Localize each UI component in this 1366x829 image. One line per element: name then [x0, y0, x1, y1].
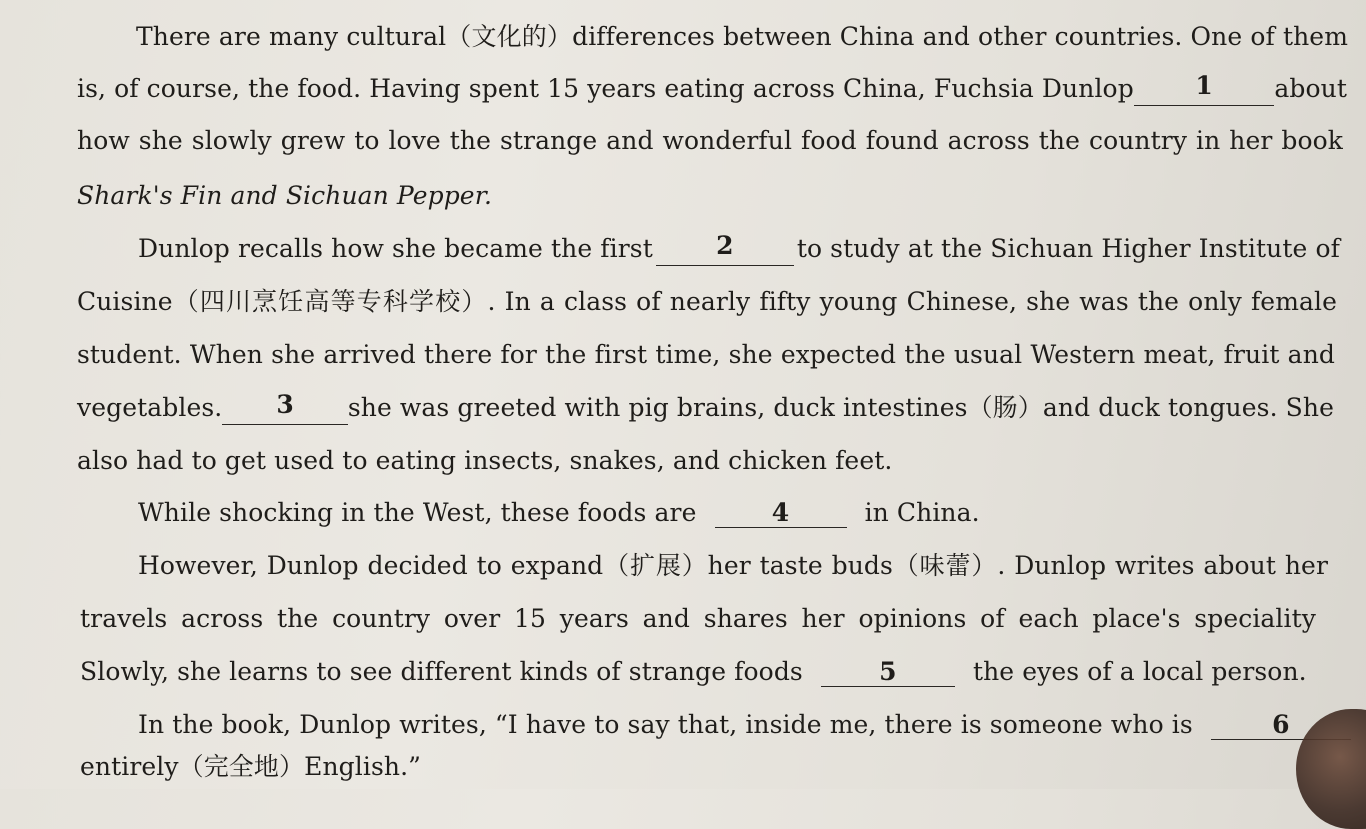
blank-2[interactable]: 2 [656, 232, 794, 266]
paragraph-2-line-1-text: Dunlop recalls how she became the first [138, 234, 653, 263]
paragraph-1-line-2-end: about [1274, 74, 1347, 103]
paragraph-1-line-1: There are many cultural（文化的）differences between China and other countries. One of them [136, 22, 1348, 51]
paragraph-3-text: While shocking in the West, these foods are [138, 498, 697, 527]
paragraph-2-line-1 [138, 232, 1340, 266]
paragraph-1-line-2-text: is, of course, the food. Having spent 15 years eating across China, Fuchsia Dunlop [77, 74, 1134, 103]
blank-3[interactable]: 3 [222, 391, 348, 425]
blank-6[interactable]: 6 [1211, 711, 1351, 740]
paragraph-1-line-2 [77, 72, 1347, 106]
paragraph-4-line-2: travels across the country over 15 years and shares her opinions of each place's speciality [80, 604, 1316, 633]
paragraph-4-line-3-text: Slowly, she learns to see different kinds of strange foods [80, 657, 803, 686]
blank-1[interactable]: 1 [1134, 72, 1274, 106]
book-title: Shark's Fin and Sichuan Pepper. [77, 181, 493, 210]
paragraph-3 [138, 496, 980, 530]
paragraph-5-line-2: entirely（完全地）English.” [80, 752, 422, 781]
blank-4[interactable]: 4 [715, 499, 847, 528]
paragraph-4-line-1: However, Dunlop decided to expand（扩展）her taste buds（味蕾）. Dunlop writes about her [138, 551, 1328, 580]
paragraph-4-line-3 [80, 655, 1307, 689]
paragraph-2-line-3: student. When she arrived there for the first time, she expected the usual Western meat, fruit and [77, 340, 1335, 369]
paragraph-2-line-4-text: vegetables. [77, 393, 223, 422]
paragraph-3-end: in China. [864, 498, 980, 527]
paragraph-2-line-4-end: she was greeted with pig brains, duck intestines（肠）and duck tongues. She [347, 393, 1334, 422]
paragraph-5-line-1-text: In the book, Dunlop writes, “I have to say that, inside me, there is someone who is [138, 710, 1193, 739]
paragraph-5-line-1 [138, 708, 1351, 742]
paragraph-2-line-2: Cuisine（四川烹饪高等专科学校）. In a class of nearly fifty young Chinese, she was the only female [77, 287, 1337, 316]
paragraph-2-line-4 [77, 391, 1334, 425]
paragraph-4-line-3-end: the eyes of a local person. [972, 657, 1307, 686]
paragraph-2-line-1-end: to study at the Sichuan Higher Institute of [796, 234, 1340, 263]
paragraph-1-line-3: how she slowly grew to love the strange and wonderful food found across the country in her book [77, 126, 1343, 155]
blank-5[interactable]: 5 [821, 658, 955, 687]
paragraph-2-line-5: also had to get used to eating insects, snakes, and chicken feet. [77, 446, 893, 475]
